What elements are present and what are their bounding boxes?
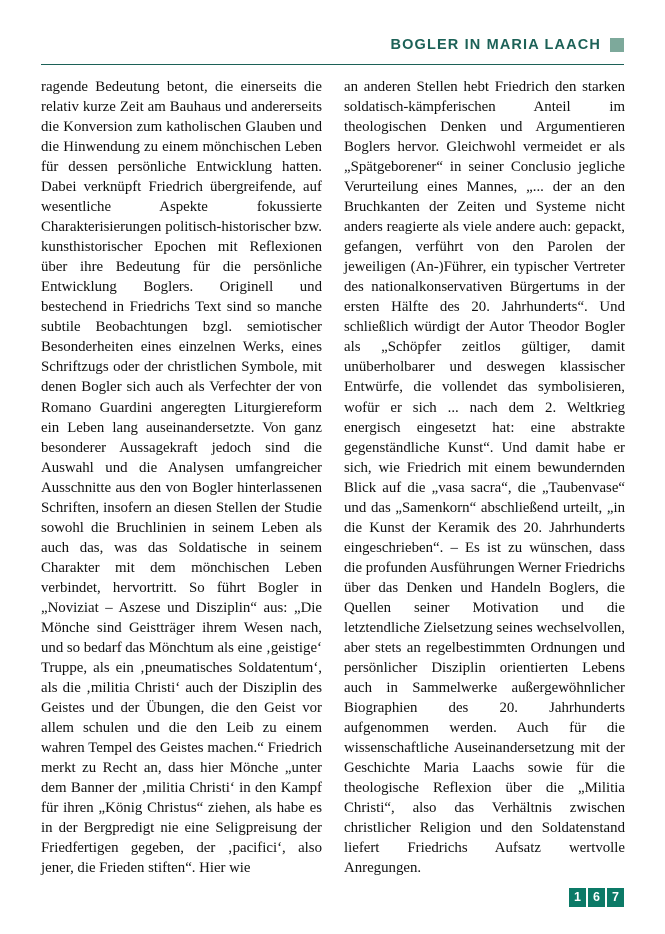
page-number-folio bbox=[569, 888, 624, 907]
folio-digit-2: 6 bbox=[588, 888, 605, 907]
folio-digit-3: 7 bbox=[607, 888, 624, 907]
folio-digit-1: 1 bbox=[569, 888, 586, 907]
filled-square-icon bbox=[610, 38, 624, 52]
running-header bbox=[41, 34, 624, 56]
body-columns bbox=[41, 77, 625, 878]
running-header-title: BOGLER IN MARIA LAACH bbox=[390, 36, 601, 53]
left-text-column bbox=[41, 77, 322, 878]
right-text-column bbox=[344, 77, 625, 878]
right-column-paragraph: an anderen Stellen hebt Friedrich den starken soldatisch-kämpferischen Anteil im theologischen Denken und Argumentieren Boglers hervor. Gleichwohl vermeidet er als „Spätgeborener“ in seiner Conclusio jegliche Verurteilung eines Mannes, „... der an den Bruchkanten der Zeiten und Systeme nicht anders reagierte als viele andere auch: gepackt, gefangen, verführt von den Parolen der jeweiligen (An-)Führer, ein typischer Vertreter des nationalkonservativen Bürgertums in der ersten Hälfte des 20. Jahrhunderts“. Und schließlich würdigt der Autor Theodor Bogler als „Schöpfer zeitlos gültiger, damit unüberholbarer und deswegen klassischer Entwürfe, die vollendet das symbolisieren, wofür er sich ... nach dem 2. Weltkrieg energisch eingesetzt hat: eine abstrakte gegenständliche Kunst“. Und damit habe er sich, wie Friedrich mit einem bewundernden Blick auf die „vasa sacra“, die „Taubenvase“ und das „Samenkorn“ abschließend urteilt, „in die Kunst der Keramik des 20. Jahrhunderts eingeschrieben“. – Es ist zu wünschen, dass die profunden Ausführungen Werner Friedrichs über das Denken und Handeln Boglers, die Quellen seiner Motivation und die letztendliche Zielsetzung seines wechselvollen, aber stets an regelbestimmten Ordnungen und persönlicher Disziplin orientierten Lebens auch in Sammelwerke außergewöhnlicher Biographien des 20. Jahrhunderts aufgenommen werden. Auch für die wissenschaftliche Auseinandersetzung mit der Geschichte Maria Laachs sowie für die theologische Reflexion über die „Militia Christi“, also das Verhältnis zwischen christlicher Religion und den Soldatenstand liefert Friedrichs Aufsatz wertvolle Anregungen. bbox=[344, 79, 625, 877]
header-divider-rule bbox=[41, 64, 624, 65]
left-column-paragraph: ragende Bedeutung betont, die einerseits die relativ kurze Zeit am Bauhaus und andererseits die Konversion zum katholischen Glauben und die Hinwendung zu einem mönchischen Leben für dessen persönliche Entwicklung hatten. Dabei verknüpft Friedrich übergreifende, auf wesentliche Aspekte fokussierte Charakterisierungen politisch-historischer bzw. kunsthistorischer Epochen mit Reflexionen über ihre Bedeutung für die persönliche Entwicklung Boglers. Originell und bestechend in Friedrichs Text sind so manche subtile Beobachtungen bzgl. semiotischer Besonderheiten eines einzelnen Werks, eines Schriftzugs oder der christlichen Symbole, mit denen Bogler sich auch als Verfechter der von Romano Guardini angeregten Liturgiereform ein Leben lang auseinandersetzte. Von ganz besonderer Aussagekraft jedoch sind die Auswahl und die Analysen umfangreicher Ausschnitte aus den von Bogler hinterlassenen Schriften, insofern an diesen Stellen der Studie sowohl die Bruchlinien in seinem Leben als auch das, was das Soldatische in seinem Charakter mit dem mönchischen Leben verbindet, hervortritt. So führt Bogler in „Noviziat – Aszese und Disziplin“ aus: „Die Mönche sind Geistträger ihrem Wesen nach, und so bedarf das Mönchtum als eine ‚geistige‘ Truppe, als ein ‚pneumatisches Soldatentum‘, als die ‚militia Christi‘ auch der Disziplin des Geistes und der Übungen, die den Geist vor allem schulen und die den Leib zu einem wahren Tempel des Geistes machen.“ Friedrich merkt zu Recht an, dass hier Mönche „unter dem Banner der ‚militia Christi‘ in den Kampf für ihren „König Christus“ ziehen, als habe es in der Bergpredigt nie eine Seligpreisung der Friedfertigen gegeben, der ‚pacifici‘, also jener, die Frieden stiften“. Hier wie bbox=[41, 79, 322, 877]
